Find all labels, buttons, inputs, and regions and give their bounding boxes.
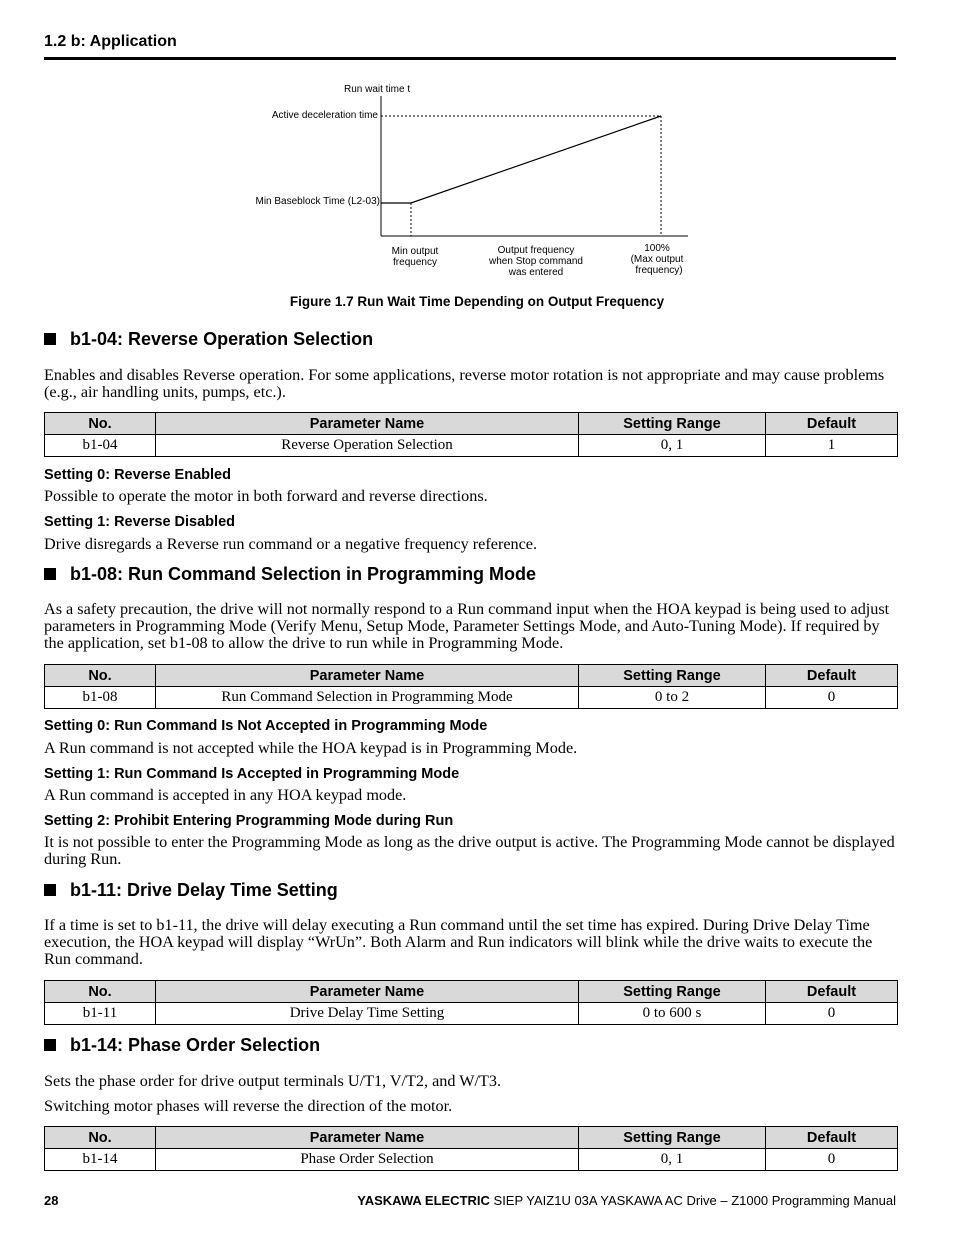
cell-range: 0, 1: [579, 1149, 766, 1171]
col-no: No.: [45, 665, 156, 687]
cell-no: b1-14: [45, 1149, 156, 1171]
b1-04-setting-0-title: Setting 0: Reverse Enabled: [44, 467, 231, 483]
col-range: Setting Range: [579, 413, 766, 435]
y-label-min-baseblock: Min Baseblock Time (L2-03): [255, 196, 380, 207]
heading-b1-14-text: b1-14: Phase Order Selection: [70, 1035, 321, 1055]
heading-b1-08-text: b1-08: Run Command Selection in Programming Mode: [70, 564, 537, 584]
square-bullet-icon: [44, 333, 56, 345]
b1-08-setting-0-text: A Run command is not accepted while the HOA keypad is in Programming Mode.: [44, 739, 578, 757]
table-header-row: [45, 413, 898, 435]
cell-name: Run Command Selection in Programming Mode: [156, 687, 579, 709]
table-row: [45, 1003, 898, 1025]
y-label-active-decel: Active deceleration time: [271, 110, 378, 121]
square-bullet-icon: [44, 568, 56, 580]
col-default: Default: [766, 1127, 898, 1149]
footer-doc-title: SIEP YAIZ1U 03A YASKAWA AC Drive – Z1000 Programming Manual: [489, 1193, 896, 1208]
b1-04-table: [44, 412, 898, 457]
table-row: [45, 687, 898, 709]
col-name: Parameter Name: [156, 1127, 579, 1149]
cell-default: 0: [766, 687, 898, 709]
col-range: Setting Range: [579, 665, 766, 687]
cell-name: Phase Order Selection: [156, 1149, 579, 1171]
cell-default: 1: [766, 435, 898, 457]
page-header: [44, 33, 896, 60]
cell-name: Reverse Operation Selection: [156, 435, 579, 457]
x-label-max-2: (Max output: [630, 254, 684, 265]
table-row: [45, 1149, 898, 1171]
table-header-row: [45, 1127, 898, 1149]
b1-11-table: [44, 980, 898, 1025]
table-header-row: [45, 981, 898, 1003]
b1-08-setting-2-title: Setting 2: Prohibit Entering Programming Mode during Run: [44, 813, 454, 829]
cell-name: Drive Delay Time Setting: [156, 1003, 579, 1025]
col-range: Setting Range: [579, 981, 766, 1003]
b1-04-setting-1-text: Drive disregards a Reverse run command or a negative frequency reference.: [44, 535, 538, 553]
col-default: Default: [766, 981, 898, 1003]
footer-brand: YASKAWA ELECTRIC: [357, 1193, 490, 1208]
b1-08-intro: As a safety precaution, the drive will not normally respond to a Run command input when the HOA keypad is being used to adjust parameters in Programming Mode (Verify Menu, Setup Mode, Parameter Settings Mode, and Auto-Tuning Mode). If required by the application, set b1-08 to allow the drive to run while in Programming Mode.: [44, 600, 890, 652]
b1-08-setting-2-text: It is not possible to enter the Programming Mode as long as the drive output is active. The Programming Mode cannot be displayed during Run.: [44, 833, 895, 868]
heading-b1-11-text: b1-11: Drive Delay Time Setting: [70, 880, 338, 900]
col-default: Default: [766, 665, 898, 687]
x-label-stop-1: Output frequency: [497, 245, 575, 256]
x-label-max-3: frequency): [635, 265, 683, 276]
b1-04-setting-0-text: Possible to operate the motor in both forward and reverse directions.: [44, 487, 488, 505]
figure-caption: Figure 1.7 Run Wait Time Depending on Output Frequency: [289, 294, 665, 309]
table-header-row: [45, 665, 898, 687]
x-label-max-1: 100%: [644, 243, 670, 254]
col-range: Setting Range: [579, 1127, 766, 1149]
col-default: Default: [766, 413, 898, 435]
heading-b1-04: [44, 329, 373, 350]
cell-default: 0: [766, 1003, 898, 1025]
table-row: [45, 435, 898, 457]
square-bullet-icon: [44, 1039, 56, 1051]
heading-b1-04-text: b1-04: Reverse Operation Selection: [70, 329, 374, 349]
col-name: Parameter Name: [156, 413, 579, 435]
b1-04-setting-1-title: Setting 1: Reverse Disabled: [44, 514, 235, 530]
b1-14-intro-1: Sets the phase order for drive output terminals U/T1, V/T2, and W/T3.: [44, 1072, 502, 1090]
heading-b1-11: [44, 880, 338, 901]
cell-no: b1-08: [45, 687, 156, 709]
x-label-min-output-2: frequency: [393, 257, 437, 268]
cell-no: b1-04: [45, 435, 156, 457]
cell-default: 0: [766, 1149, 898, 1171]
cell-range: 0, 1: [579, 435, 766, 457]
x-label-stop-2: when Stop command: [489, 256, 583, 267]
b1-14-table: [44, 1126, 898, 1171]
col-no: No.: [45, 413, 156, 435]
b1-08-setting-1-text: A Run command is accepted in any HOA keypad mode.: [44, 786, 407, 804]
heading-b1-14: [44, 1035, 320, 1056]
run-wait-time-diagram: [220, 78, 720, 293]
b1-08-setting-1-title: Setting 1: Run Command Is Accepted in Programming Mode: [44, 766, 460, 782]
section-title: 1.2 b: Application: [44, 33, 177, 50]
page-number: 28: [44, 1193, 59, 1208]
b1-08-setting-0-title: Setting 0: Run Command Is Not Accepted in Programming Mode: [44, 718, 488, 734]
b1-11-intro: If a time is set to b1-11, the drive will delay executing a Run command until the set time has expired. During Drive Delay Time execution, the HOA keypad will display “WrUn”. Both Alarm and Run indicators will blink while the drive waits to execute the Run command.: [44, 916, 873, 968]
footer-doc-info: [357, 1193, 896, 1208]
col-no: No.: [45, 1127, 156, 1149]
cell-no: b1-11: [45, 1003, 156, 1025]
run-wait-time-figure: [220, 78, 720, 293]
cell-range: 0 to 2: [579, 687, 766, 709]
heading-b1-08: [44, 564, 536, 585]
b1-08-table: [44, 664, 898, 709]
col-name: Parameter Name: [156, 665, 579, 687]
wait-time-curve: [381, 116, 661, 203]
x-label-stop-3: was entered: [508, 267, 564, 278]
square-bullet-icon: [44, 884, 56, 896]
col-name: Parameter Name: [156, 981, 579, 1003]
b1-04-intro: Enables and disables Reverse operation. For some applications, reverse motor rotation is not appropriate and may cause problems (e.g., air handling units, pumps, etc.).: [44, 366, 885, 401]
b1-14-intro-2: Switching motor phases will reverse the direction of the motor.: [44, 1097, 453, 1115]
col-no: No.: [45, 981, 156, 1003]
x-label-min-output-1: Min output: [391, 246, 439, 257]
y-axis-title: Run wait time t: [344, 84, 411, 95]
cell-range: 0 to 600 s: [579, 1003, 766, 1025]
